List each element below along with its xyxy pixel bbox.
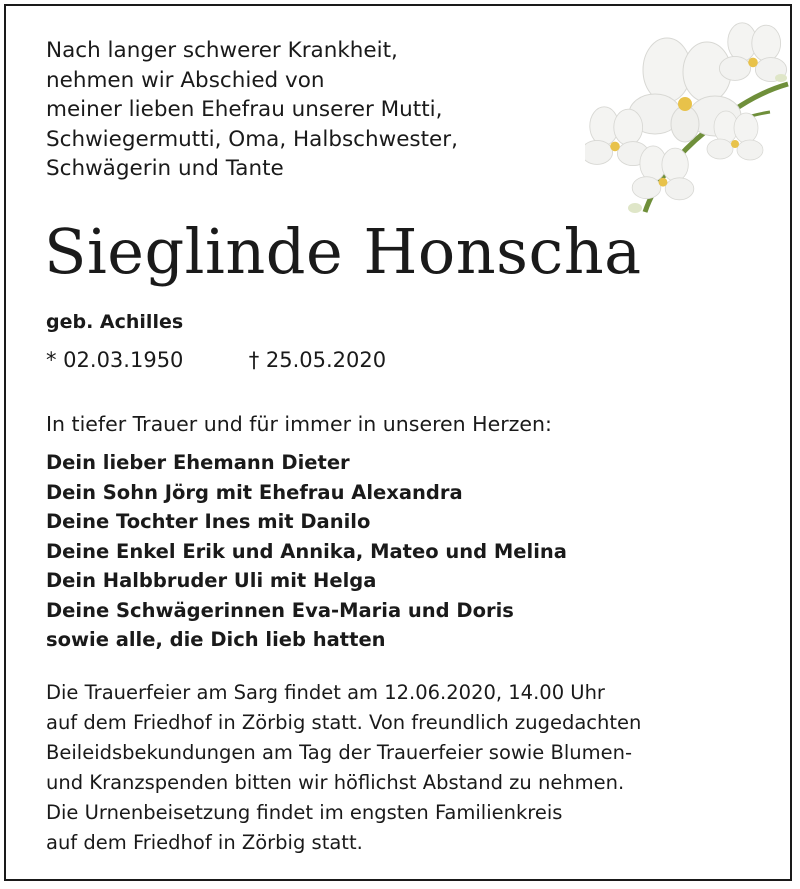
mourner-line: sowie alle, die Dich lieb hatten — [46, 628, 386, 651]
service-line: Die Urnenbeisetzung findet im engsten Familienkreis — [46, 801, 563, 824]
mourning-lead: In tiefer Trauer und für immer in unseren Herzen: — [46, 412, 552, 436]
intro-line: Schwägerin und Tante — [46, 156, 284, 181]
death-date: † 25.05.2020 — [248, 348, 387, 372]
service-line: auf dem Friedhof in Zörbig statt. — [46, 831, 363, 854]
mourner-line: Deine Tochter Ines mit Danilo — [46, 510, 371, 533]
mourners-list — [46, 448, 567, 655]
life-dates — [46, 344, 386, 376]
intro-line: meiner lieben Ehefrau unserer Mutti, — [46, 97, 443, 122]
service-line: und Kranzspenden bitten wir höflichst Abstand zu nehmen. — [46, 771, 625, 794]
birth-date: * 02.03.1950 — [46, 348, 184, 372]
maiden-name: geb. Achilles — [46, 311, 184, 333]
intro-line: Nach langer schwerer Krankheit, — [46, 38, 398, 63]
service-info — [46, 678, 641, 858]
mourner-line: Deine Schwägerinnen Eva-Maria und Doris — [46, 598, 514, 622]
mourner-line: Dein lieber Ehemann Dieter — [46, 451, 350, 474]
deceased-name: Sieglinde Honscha — [44, 215, 642, 288]
intro-text — [46, 36, 458, 184]
service-line: Beileidsbekundungen am Tag der Trauerfeier sowie Blumen- — [46, 741, 632, 764]
white-orchid-icon — [585, 12, 790, 217]
service-line: auf dem Friedhof in Zörbig statt. Von freundlich zugedachten — [46, 711, 642, 734]
mourner-line: Dein Halbbruder Uli mit Helga — [46, 569, 377, 592]
service-line: Die Trauerfeier am Sarg findet am 12.06.2020, 14.00 Uhr — [46, 681, 605, 704]
mourner-line: Deine Enkel Erik und Annika, Mateo und Melina — [46, 539, 567, 563]
intro-line: nehmen wir Abschied von — [46, 67, 325, 93]
mourner-line: Dein Sohn Jörg mit Ehefrau Alexandra — [46, 480, 463, 504]
intro-line: Schwiegermutti, Oma, Halbschwester, — [46, 126, 458, 152]
